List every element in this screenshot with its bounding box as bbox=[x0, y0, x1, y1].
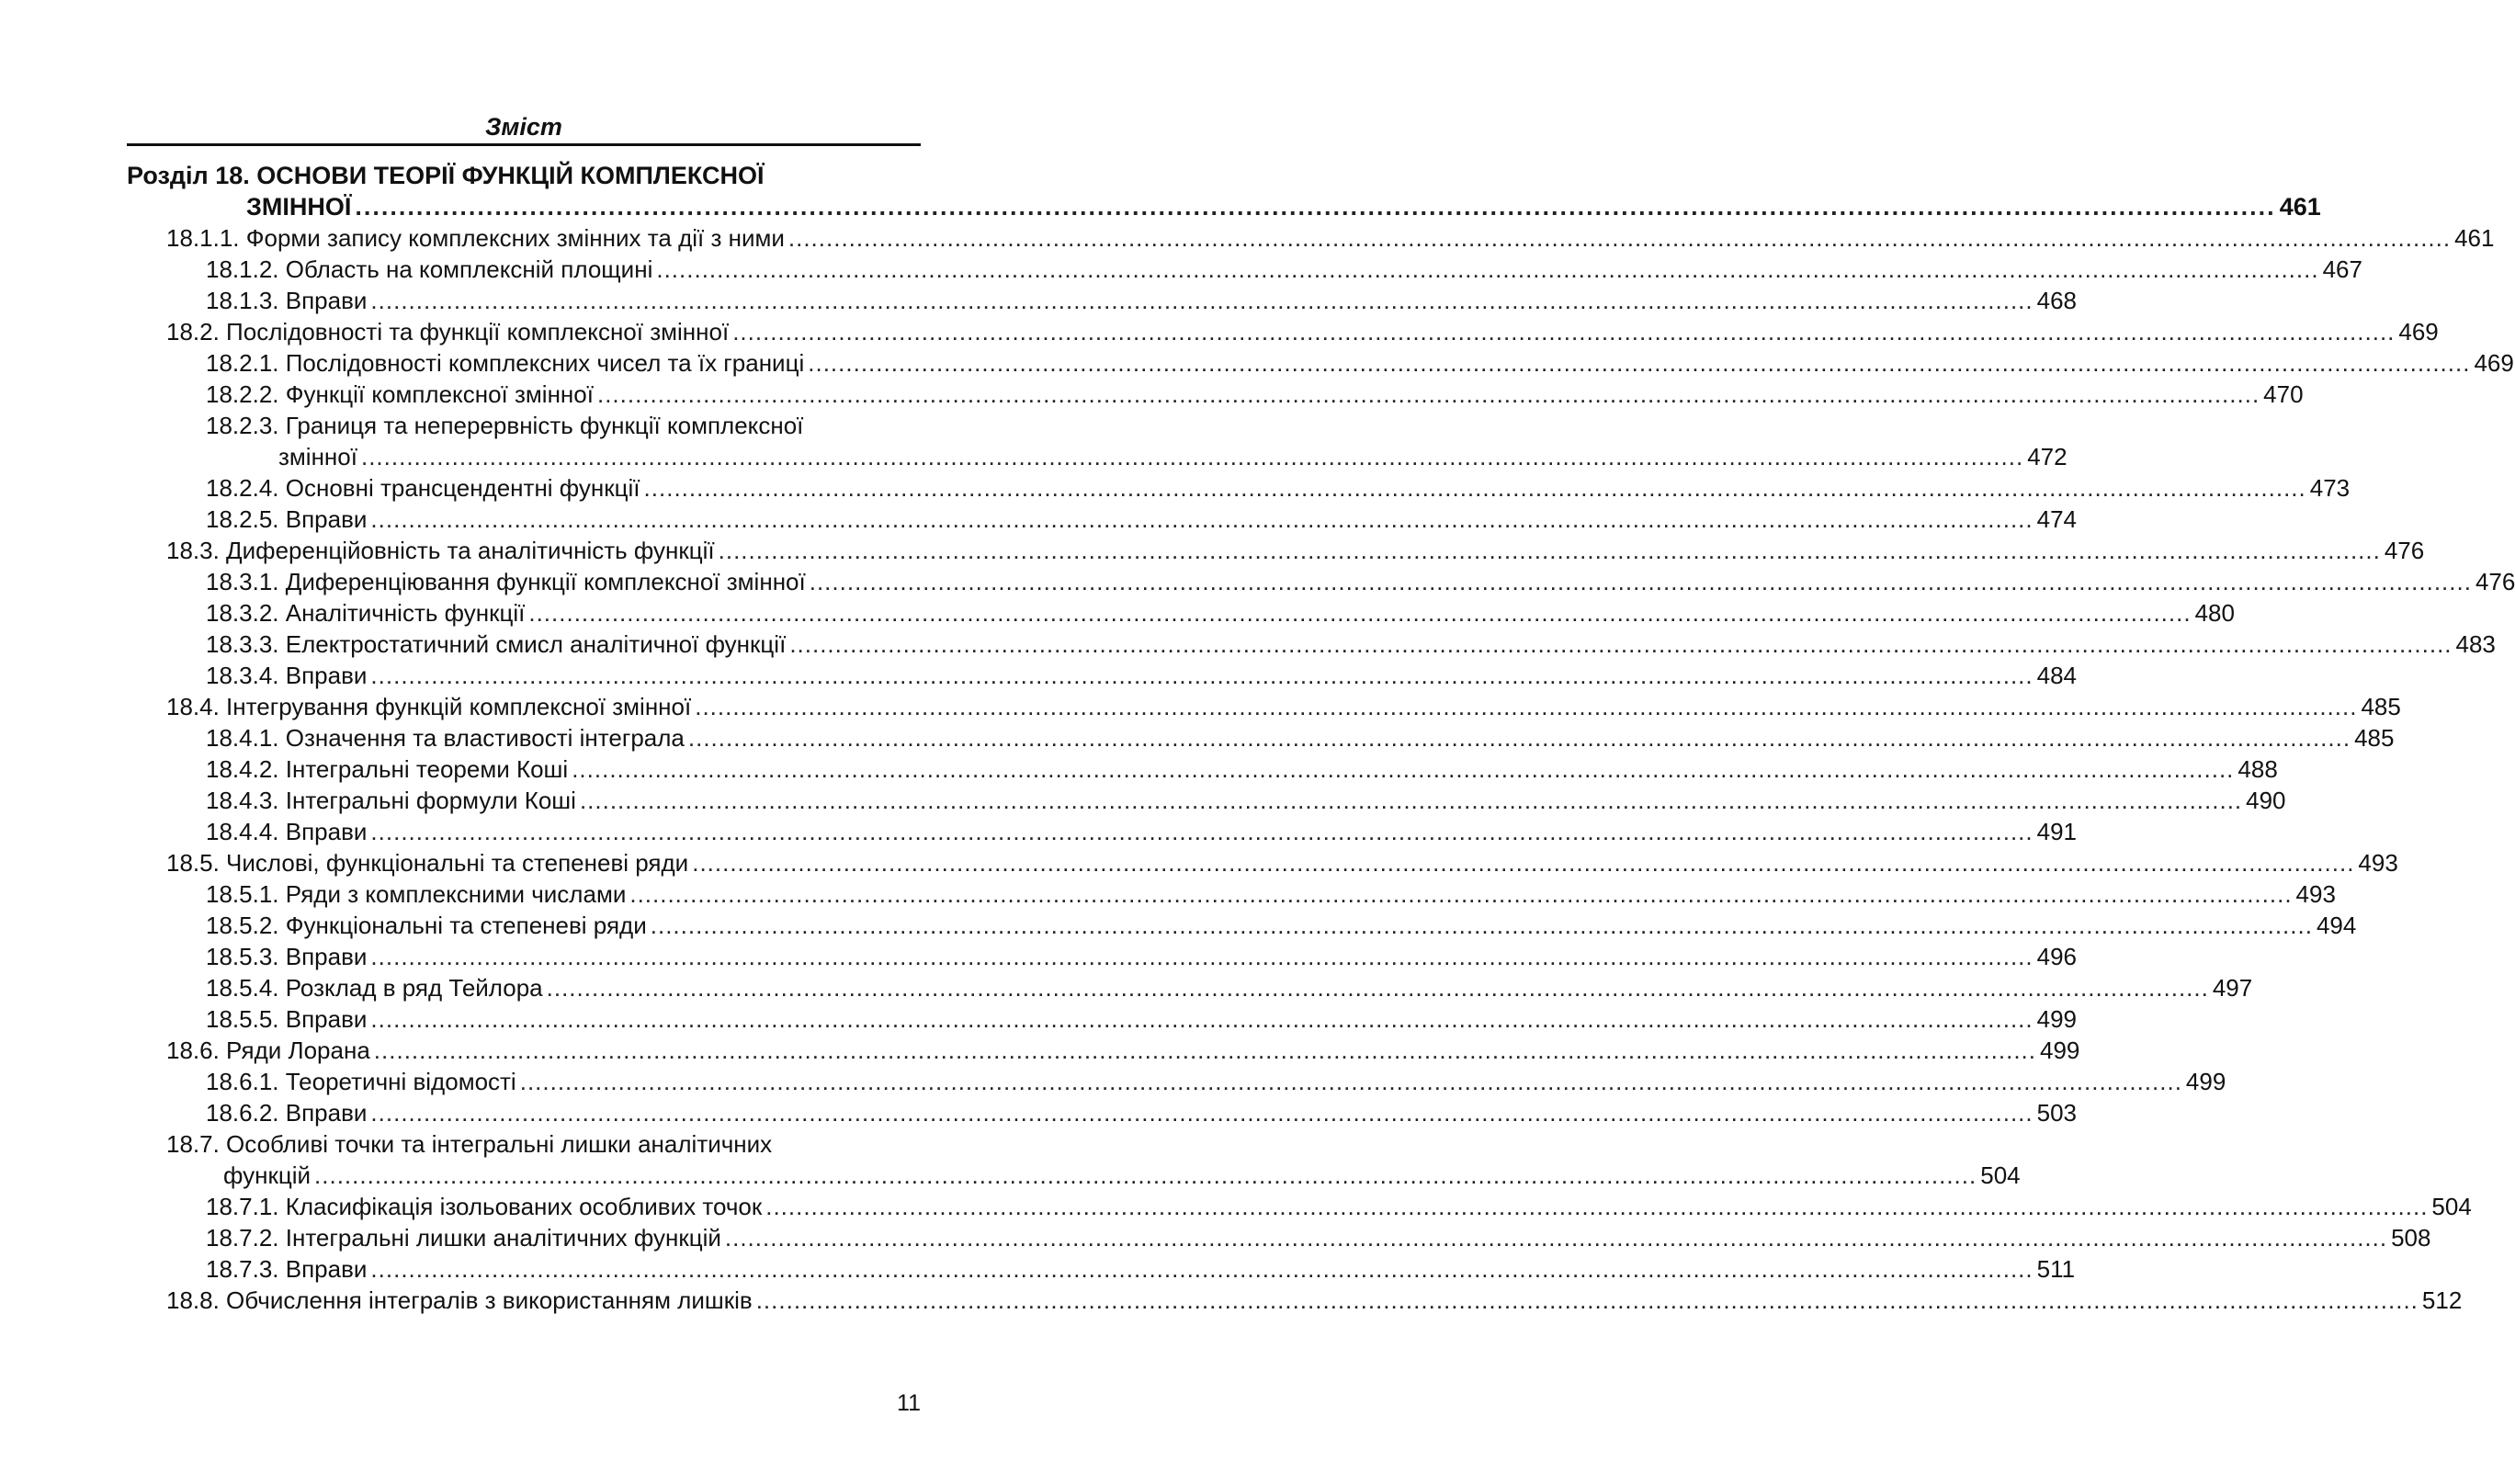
toc-entry-page: 503 bbox=[2036, 1099, 2078, 1127]
toc-entry-title: 18.7.2. Інтегральні лишки аналітичних функцій bbox=[206, 1224, 721, 1252]
dot-leader: ............................................................................................................................................................................................................................ bbox=[808, 349, 2471, 377]
toc-entry-title: 18.2.4. Основні трансцендентні функції bbox=[206, 474, 640, 502]
toc-entry-title: 18.7.3. Вправи bbox=[206, 1255, 368, 1283]
table-of-contents bbox=[127, 160, 2515, 1316]
dot-leader: ............................................................................................................................................................................................................................ bbox=[572, 755, 2235, 783]
toc-entry-title: 18.4.3. Інтегральні формули Коші bbox=[206, 787, 576, 814]
toc-entry bbox=[127, 316, 2439, 347]
toc-entry bbox=[127, 629, 2496, 660]
dot-leader: ............................................................................................................................................................................................................................ bbox=[765, 1193, 2429, 1220]
toc-entry-page: 494 bbox=[2316, 912, 2357, 939]
toc-entry-title-line1: 18.2.3. Границя та неперервність функції комплексної bbox=[206, 412, 804, 439]
dot-leader: ............................................................................................................................................................................................................................ bbox=[809, 568, 2472, 595]
header-rule bbox=[127, 143, 921, 146]
toc-entry-page: 470 bbox=[2263, 380, 2304, 408]
toc-entry-title: 18.2. Послідовності та функції комплексної змінної bbox=[166, 318, 730, 346]
toc-entry-title: 18.6.1. Теоретичні відомості bbox=[206, 1068, 516, 1095]
toc-entry-page: 488 bbox=[2237, 755, 2278, 783]
toc-entry-title: 18.1.2. Область на комплексній площині bbox=[206, 255, 653, 283]
dot-leader: ............................................................................................................................................................................................................................ bbox=[370, 818, 2034, 845]
dot-leader: ............................................................................................................................................................................................................................ bbox=[370, 943, 2034, 970]
toc-entry bbox=[127, 1253, 2076, 1285]
dot-leader: ............................................................................................................................................................................................................................ bbox=[724, 1224, 2388, 1252]
dot-leader: ............................................................................................................................................................................................................................ bbox=[370, 1005, 2034, 1033]
dot-leader: ............................................................................................................................................................................................................................ bbox=[755, 1286, 2419, 1314]
toc-entry-page: 499 bbox=[2185, 1068, 2226, 1095]
toc-entry bbox=[127, 504, 2078, 535]
toc-entry bbox=[127, 535, 2425, 566]
toc-entry-page: 476 bbox=[2475, 568, 2515, 595]
dot-leader: ............................................................................................................................................................................................................................ bbox=[528, 599, 2192, 627]
toc-entry bbox=[127, 660, 2078, 691]
toc-entry bbox=[127, 472, 2351, 504]
toc-entry-page: 483 bbox=[2455, 630, 2496, 658]
toc-entry bbox=[127, 1003, 2078, 1035]
toc-entry bbox=[127, 785, 2286, 816]
toc-entry-page: 493 bbox=[2295, 880, 2336, 908]
toc-entry bbox=[127, 1097, 2078, 1128]
toc-entry-page: 480 bbox=[2194, 599, 2235, 627]
toc-entry-title: 18.8. Обчислення інтегралів з використанням лишків bbox=[166, 1286, 753, 1314]
toc-entry-page: 474 bbox=[2036, 505, 2078, 533]
dot-leader: ............................................................................................................................................................................................................................ bbox=[579, 787, 2243, 814]
toc-entry-page: 508 bbox=[2391, 1224, 2431, 1252]
dot-leader: ............................................................................................................................................................................................................................ bbox=[650, 912, 2313, 939]
dot-leader: ............................................................................................................................................................................................................................ bbox=[370, 1255, 2034, 1283]
toc-entry bbox=[127, 1222, 2431, 1253]
toc-entry-page: 472 bbox=[2027, 443, 2068, 470]
dot-leader: ............................................................................................................................................................................................................................ bbox=[718, 537, 2381, 564]
toc-entry bbox=[127, 566, 2515, 597]
dot-leader: ............................................................................................................................................................................................................................ bbox=[695, 693, 2358, 720]
dot-leader: ............................................................................................................................................................................................................................ bbox=[519, 1068, 2182, 1095]
toc-entry bbox=[127, 160, 2321, 222]
dot-leader: ............................................................................................................................................................................................................................ bbox=[787, 224, 2452, 252]
toc-entry bbox=[127, 1285, 2463, 1316]
toc-entry-title: 18.3. Диференційовність та аналітичність функції bbox=[166, 537, 715, 564]
toc-entry-page: 504 bbox=[2431, 1193, 2472, 1220]
toc-entry-page: 476 bbox=[2384, 537, 2425, 564]
toc-entry-title: 18.3.3. Електростатичний смисл аналітичної функції bbox=[206, 630, 787, 658]
dot-leader: ............................................................................................................................................................................................................................ bbox=[596, 380, 2260, 408]
toc-entry bbox=[127, 847, 2398, 878]
toc-entry-page: 473 bbox=[2309, 474, 2351, 502]
toc-entry-title: ЗМІННОЇ bbox=[246, 193, 352, 221]
dot-leader: ............................................................................................................................................................................................................................ bbox=[355, 193, 2276, 221]
toc-entry bbox=[127, 691, 2401, 722]
toc-entry bbox=[127, 254, 2362, 285]
toc-entry bbox=[127, 379, 2304, 410]
toc-entry-title: 18.5.5. Вправи bbox=[206, 1005, 368, 1033]
toc-entry-title: 18.1.3. Вправи bbox=[206, 287, 368, 314]
toc-entry-page: 491 bbox=[2036, 818, 2078, 845]
toc-entry-title: 18.4. Інтегрування функцій комплексної змінної bbox=[166, 693, 692, 720]
toc-entry-page: 468 bbox=[2036, 287, 2078, 314]
toc-entry-page: 512 bbox=[2421, 1286, 2463, 1314]
toc-entry-title-line1: 18.7. Особливі точки та інтегральні лишки аналітичних bbox=[166, 1130, 773, 1158]
toc-entry-title: 18.2.1. Послідовності комплексних чисел та їх границі bbox=[206, 349, 805, 377]
toc-entry bbox=[127, 1066, 2226, 1097]
toc-entry-page: 485 bbox=[2354, 724, 2395, 752]
toc-entry-page: 461 bbox=[2454, 224, 2495, 252]
toc-entry-page: 499 bbox=[2040, 1037, 2080, 1064]
dot-leader: ............................................................................................................................................................................................................................ bbox=[692, 849, 2355, 877]
toc-entry-page: 496 bbox=[2036, 943, 2078, 970]
toc-entry-title-line1: Розділ 18. ОСНОВИ ТЕОРІЇ ФУНКЦІЙ КОМПЛЕКСНОЇ bbox=[127, 162, 765, 189]
toc-entry bbox=[127, 1035, 2080, 1066]
toc-entry-page: 484 bbox=[2036, 662, 2078, 689]
toc-entry-title: 18.3.4. Вправи bbox=[206, 662, 368, 689]
dot-leader: ............................................................................................................................................................................................................................ bbox=[370, 1099, 2034, 1127]
dot-leader: ............................................................................................................................................................................................................................ bbox=[370, 662, 2034, 689]
toc-entry bbox=[127, 347, 2514, 379]
toc-entry bbox=[127, 1191, 2472, 1222]
toc-entry-title: 18.5.1. Ряди з комплексними числами bbox=[206, 880, 627, 908]
dot-leader: ............................................................................................................................................................................................................................ bbox=[732, 318, 2396, 346]
toc-entry-title: 18.4.2. Інтегральні теореми Коші bbox=[206, 755, 569, 783]
toc-entry-title: 18.3.2. Аналітичність функції bbox=[206, 599, 526, 627]
toc-entry bbox=[127, 753, 2278, 785]
toc-entry-page: 511 bbox=[2036, 1255, 2076, 1283]
dot-leader: ............................................................................................................................................................................................................................ bbox=[656, 255, 2319, 283]
toc-entry-title: 18.4.1. Означення та властивості інтеграла bbox=[206, 724, 685, 752]
toc-entry bbox=[127, 722, 2395, 753]
dot-leader: ............................................................................................................................................................................................................................ bbox=[314, 1161, 1977, 1189]
toc-entry bbox=[127, 285, 2078, 316]
dot-leader: ............................................................................................................................................................................................................................ bbox=[546, 974, 2209, 1002]
toc-entry-title: 18.2.2. Функції комплексної змінної bbox=[206, 380, 594, 408]
dot-leader: ............................................................................................................................................................................................................................ bbox=[360, 443, 2024, 470]
running-header: Зміст bbox=[485, 113, 562, 141]
dot-leader: ............................................................................................................................................................................................................................ bbox=[687, 724, 2351, 752]
toc-entry bbox=[127, 222, 2495, 254]
toc-entry-page: 493 bbox=[2358, 849, 2398, 877]
toc-entry bbox=[127, 816, 2078, 847]
toc-entry-page: 497 bbox=[2212, 974, 2253, 1002]
toc-entry-title: 18.3.1. Диференціювання функції комплексної змінної bbox=[206, 568, 806, 595]
toc-entry bbox=[127, 410, 2068, 472]
toc-entry bbox=[127, 910, 2357, 941]
toc-entry-title: 18.7.1. Класифікація ізольованих особливих точок bbox=[206, 1193, 763, 1220]
toc-entry bbox=[127, 941, 2078, 972]
dot-leader: ............................................................................................................................................................................................................................ bbox=[373, 1037, 2036, 1064]
toc-entry-title: 18.4.4. Вправи bbox=[206, 818, 368, 845]
toc-entry-page: 504 bbox=[1980, 1161, 2021, 1189]
dot-leader: ............................................................................................................................................................................................................................ bbox=[370, 505, 2034, 533]
toc-entry-page: 490 bbox=[2246, 787, 2286, 814]
dot-leader: ............................................................................................................................................................................................................................ bbox=[629, 880, 2293, 908]
toc-entry-title: змінної bbox=[278, 443, 357, 470]
toc-entry-title: 18.6.2. Вправи bbox=[206, 1099, 368, 1127]
toc-entry-page: 461 bbox=[2279, 193, 2321, 221]
toc-entry-page: 469 bbox=[2474, 349, 2514, 377]
toc-entry-title: 18.5.2. Функціональні та степеневі ряди bbox=[206, 912, 647, 939]
dot-leader: ............................................................................................................................................................................................................................ bbox=[370, 287, 2034, 314]
toc-entry-title: 18.2.5. Вправи bbox=[206, 505, 368, 533]
toc-entry-title: 18.5.3. Вправи bbox=[206, 943, 368, 970]
toc-entry bbox=[127, 972, 2253, 1003]
dot-leader: ............................................................................................................................................................................................................................ bbox=[789, 630, 2453, 658]
toc-entry-page: 485 bbox=[2361, 693, 2401, 720]
toc-entry-page: 467 bbox=[2322, 255, 2362, 283]
toc-entry bbox=[127, 1128, 2021, 1191]
dot-leader: ............................................................................................................................................................................................................................ bbox=[643, 474, 2306, 502]
toc-entry-title: 18.5.4. Розклад в ряд Тейлора bbox=[206, 974, 543, 1002]
toc-entry-page: 469 bbox=[2398, 318, 2439, 346]
toc-entry bbox=[127, 597, 2235, 629]
toc-entry-title: 18.5. Числові, функціональні та степеневі ряди bbox=[166, 849, 689, 877]
toc-entry-title: функцій bbox=[223, 1161, 312, 1189]
toc-entry-title: 18.6. Ряди Лорана bbox=[166, 1037, 370, 1064]
page-number: 11 bbox=[897, 1390, 921, 1416]
toc-entry-page: 499 bbox=[2036, 1005, 2078, 1033]
toc-entry-title: 18.1.1. Форми запису комплексних змінних та дії з ними bbox=[166, 224, 785, 252]
toc-entry bbox=[127, 878, 2336, 910]
